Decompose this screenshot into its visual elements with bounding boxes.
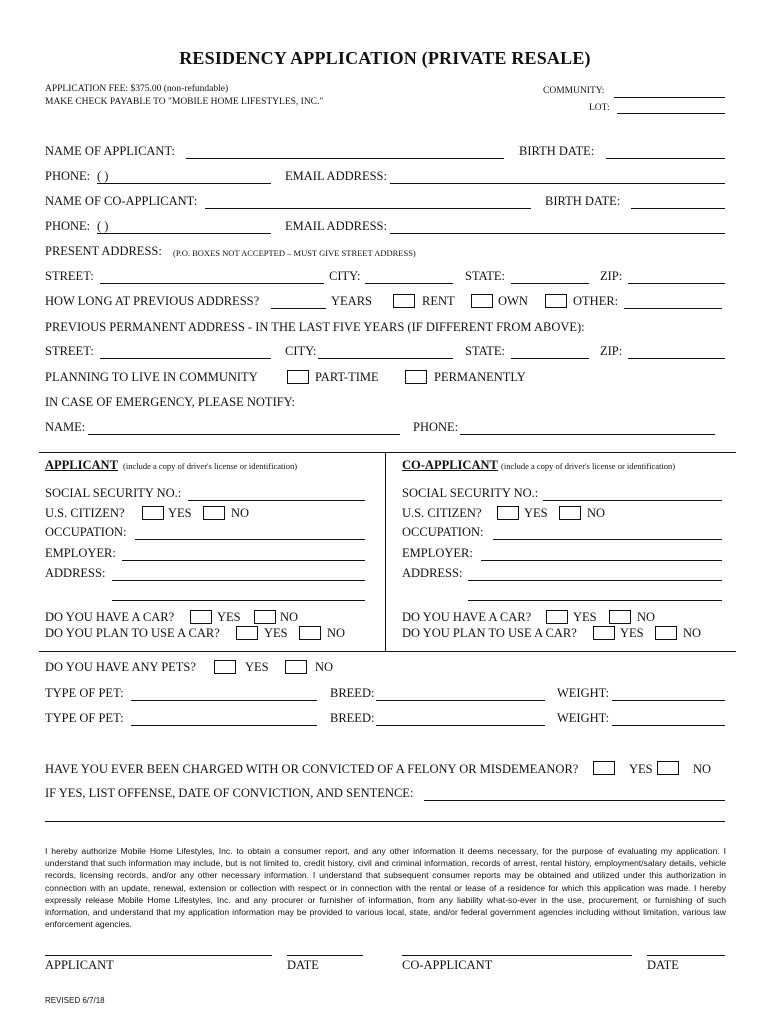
pet-type-field[interactable] bbox=[131, 700, 317, 701]
city-field[interactable] bbox=[365, 283, 453, 284]
revised-date: REVISED 6/7/18 bbox=[45, 996, 105, 1005]
co-applicant-birth-label: BIRTH DATE: bbox=[545, 194, 621, 208]
co-applicant-birth-field[interactable] bbox=[631, 208, 725, 209]
previous-address-label: PREVIOUS PERMANENT ADDRESS - IN THE LAST FIVE YEARS (IF DIFFERENT FROM ABOVE): bbox=[45, 320, 585, 334]
pet-type-field-2[interactable] bbox=[131, 725, 317, 726]
pets-no-checkbox[interactable] bbox=[285, 660, 307, 674]
part-time-label: PART-TIME bbox=[315, 370, 379, 384]
co-applicant-citizen-label: U.S. CITIZEN? bbox=[402, 506, 482, 520]
co-applicant-plan-car-no-label: NO bbox=[683, 626, 702, 640]
pet-type-label: TYPE OF PET: bbox=[45, 686, 124, 700]
applicant-car-no-checkbox[interactable] bbox=[254, 610, 276, 624]
own-label: OWN bbox=[498, 294, 528, 308]
previous-street-field[interactable] bbox=[100, 358, 271, 359]
pet-type-label-2: TYPE OF PET: bbox=[45, 711, 124, 725]
previous-state-label: STATE: bbox=[465, 344, 505, 358]
applicant-address-label: ADDRESS: bbox=[45, 566, 106, 580]
column-divider bbox=[385, 452, 386, 652]
co-applicant-email-field[interactable] bbox=[390, 233, 725, 234]
applicant-citizen-yes-label: YES bbox=[168, 506, 192, 520]
present-address-label: PRESENT ADDRESS: bbox=[45, 244, 162, 258]
pets-yes-label: YES bbox=[245, 660, 269, 674]
co-applicant-car-yes-checkbox[interactable] bbox=[546, 610, 568, 624]
permanently-label: PERMANENTLY bbox=[434, 370, 526, 384]
applicant-employer-field[interactable] bbox=[122, 560, 365, 561]
pet-breed-label: BREED: bbox=[330, 686, 375, 700]
applicant-phone-field[interactable] bbox=[97, 183, 271, 184]
application-fee-text: APPLICATION FEE: $375.00 (non-refundable) bbox=[45, 84, 229, 94]
previous-zip-field[interactable] bbox=[628, 358, 725, 359]
rent-checkbox[interactable] bbox=[393, 294, 415, 308]
co-applicant-citizen-yes-label: YES bbox=[524, 506, 548, 520]
applicant-date-field[interactable] bbox=[287, 955, 363, 956]
felony-no-label: NO bbox=[693, 762, 712, 776]
applicant-birth-label: BIRTH DATE: bbox=[519, 144, 595, 158]
community-label: COMMUNITY: bbox=[543, 86, 605, 96]
applicant-citizen-no-label: NO bbox=[231, 506, 250, 520]
applicant-citizen-no-checkbox[interactable] bbox=[203, 506, 225, 520]
other-label: OTHER: bbox=[573, 294, 619, 308]
years-label: YEARS bbox=[331, 294, 372, 308]
felony-no-checkbox[interactable] bbox=[657, 761, 679, 775]
pet-weight-label: WEIGHT: bbox=[557, 686, 610, 700]
co-applicant-signature-field[interactable] bbox=[402, 955, 632, 956]
applicant-occupation-label: OCCUPATION: bbox=[45, 525, 127, 539]
part-time-checkbox[interactable] bbox=[287, 370, 309, 384]
co-applicant-name-field[interactable] bbox=[205, 208, 531, 209]
felony-yes-label: YES bbox=[629, 762, 653, 776]
co-applicant-signature-label: CO-APPLICANT bbox=[402, 958, 493, 972]
street-label: STREET: bbox=[45, 269, 94, 283]
co-applicant-ssn-field[interactable] bbox=[543, 500, 722, 501]
how-long-field[interactable] bbox=[271, 308, 326, 309]
co-applicant-occupation-label: OCCUPATION: bbox=[402, 525, 484, 539]
check-payable-text: MAKE CHECK PAYABLE TO "MOBILE HOME LIFESTYLES, INC." bbox=[45, 97, 324, 107]
co-applicant-address-field[interactable] bbox=[468, 580, 722, 581]
co-applicant-id-note: (include a copy of driver's license or identification) bbox=[501, 461, 676, 471]
authorization-paragraph: I hereby authorize Mobile Home Lifestyles, Inc. to obtain a consumer report, and any other information it deems necessary, for the purpose of evaluating my application. I understand that such information may include, but is not limited to, credit history, civil and criminal information, records of arrest, rental history, employment/salary details, vehicle records, licensing records, and/or any other necessary information. I understand that subsequent consumer reports may be obtained and utilized under this authorization in connection with an update, renewal, extension or collection with respect or in connection with the rental or lease of a residence for which this application was made. I hereby expressly release Mobile Home Lifestyles, Inc. and any procurer or furnisher of information, from any liability what-so-ever in the use, procurement, or furnishing of such information, and understand that my application information may be provided to various local, state, and/or federal government agencies including without limitation, various law enforcement agencies. bbox=[45, 846, 726, 930]
pet-weight-label-2: WEIGHT: bbox=[557, 711, 610, 725]
co-applicant-car-no-label: NO bbox=[637, 610, 656, 624]
co-applicant-address-label: ADDRESS: bbox=[402, 566, 463, 580]
applicant-car-no-label: NO bbox=[280, 610, 299, 624]
co-applicant-citizen-yes-checkbox[interactable] bbox=[497, 506, 519, 520]
lot-label: LOT: bbox=[589, 103, 610, 113]
co-applicant-plan-car-yes-checkbox[interactable] bbox=[593, 626, 615, 640]
co-applicant-occupation-field[interactable] bbox=[493, 539, 722, 540]
applicant-signature-field[interactable] bbox=[45, 955, 272, 956]
street-field[interactable] bbox=[100, 283, 324, 284]
applicant-citizen-yes-checkbox[interactable] bbox=[142, 506, 164, 520]
previous-zip-label: ZIP: bbox=[600, 344, 623, 358]
co-applicant-email-label: EMAIL ADDRESS: bbox=[285, 219, 387, 233]
applicant-heading: APPLICANT bbox=[45, 458, 118, 472]
applicant-occupation-field[interactable] bbox=[135, 539, 365, 540]
pets-question: DO YOU HAVE ANY PETS? bbox=[45, 660, 196, 674]
applicant-plan-car-no-label: NO bbox=[327, 626, 346, 640]
felony-question: HAVE YOU EVER BEEN CHARGED WITH OR CONVICTED OF A FELONY OR MISDEMEANOR? bbox=[45, 762, 579, 776]
co-applicant-heading: CO-APPLICANT bbox=[402, 458, 498, 472]
co-applicant-plan-car-no-checkbox[interactable] bbox=[655, 626, 677, 640]
how-long-label: HOW LONG AT PREVIOUS ADDRESS? bbox=[45, 294, 260, 308]
applicant-signature-label: APPLICANT bbox=[45, 958, 114, 972]
co-applicant-phone-label: PHONE: bbox=[45, 219, 91, 233]
co-applicant-citizen-no-label: NO bbox=[587, 506, 606, 520]
co-applicant-car-yes-label: YES bbox=[573, 610, 597, 624]
section-divider bbox=[39, 452, 736, 453]
applicant-phone-area: ( ) bbox=[97, 169, 109, 183]
co-applicant-phone-area: ( ) bbox=[97, 219, 109, 233]
co-applicant-citizen-no-checkbox[interactable] bbox=[559, 506, 581, 520]
emergency-phone-label: PHONE: bbox=[413, 420, 459, 434]
applicant-plan-car-no-checkbox[interactable] bbox=[299, 626, 321, 640]
city-label: CITY: bbox=[329, 269, 361, 283]
co-applicant-employer-field[interactable] bbox=[481, 560, 722, 561]
applicant-date-label: DATE bbox=[287, 958, 319, 972]
pets-no-label: NO bbox=[315, 660, 334, 674]
co-applicant-plan-car-yes-label: YES bbox=[620, 626, 644, 640]
co-applicant-name-label: NAME OF CO-APPLICANT: bbox=[45, 194, 198, 208]
applicant-car-yes-label: YES bbox=[217, 610, 241, 624]
rent-label: RENT bbox=[422, 294, 455, 308]
applicant-car-yes-checkbox[interactable] bbox=[190, 610, 212, 624]
community-field[interactable] bbox=[614, 97, 725, 98]
previous-city-label: CITY: bbox=[285, 344, 317, 358]
pet-breed-field[interactable] bbox=[376, 700, 545, 701]
pets-yes-checkbox[interactable] bbox=[214, 660, 236, 674]
pet-weight-field[interactable] bbox=[612, 700, 725, 701]
co-applicant-phone-field[interactable] bbox=[97, 233, 271, 234]
applicant-plan-car-label: DO YOU PLAN TO USE A CAR? bbox=[45, 626, 220, 640]
co-applicant-plan-car-label: DO YOU PLAN TO USE A CAR? bbox=[402, 626, 577, 640]
pet-weight-field-2[interactable] bbox=[612, 725, 725, 726]
co-applicant-address-field-2[interactable] bbox=[468, 600, 722, 601]
co-applicant-employer-label: EMPLOYER: bbox=[402, 546, 473, 560]
co-applicant-ssn-label: SOCIAL SECURITY NO.: bbox=[402, 486, 539, 500]
zip-label: ZIP: bbox=[600, 269, 623, 283]
applicant-name-field[interactable] bbox=[186, 158, 504, 159]
applicant-phone-label: PHONE: bbox=[45, 169, 91, 183]
previous-city-field[interactable] bbox=[318, 358, 453, 359]
co-applicant-date-field[interactable] bbox=[647, 955, 725, 956]
page-title: RESIDENCY APPLICATION (PRIVATE RESALE) bbox=[179, 48, 591, 68]
applicant-plan-car-yes-checkbox[interactable] bbox=[236, 626, 258, 640]
applicant-email-label: EMAIL ADDRESS: bbox=[285, 169, 387, 183]
felony-details-field[interactable] bbox=[424, 800, 725, 801]
zip-field[interactable] bbox=[628, 283, 725, 284]
planning-label: PLANNING TO LIVE IN COMMUNITY bbox=[45, 370, 258, 384]
applicant-ssn-field[interactable] bbox=[188, 500, 365, 501]
own-checkbox[interactable] bbox=[471, 294, 493, 308]
felony-list-label: IF YES, LIST OFFENSE, DATE OF CONVICTION, AND SENTENCE: bbox=[45, 786, 414, 800]
applicant-email-field[interactable] bbox=[390, 183, 725, 184]
emergency-name-label: NAME: bbox=[45, 420, 86, 434]
applicant-car-label: DO YOU HAVE A CAR? bbox=[45, 610, 175, 624]
applicant-employer-label: EMPLOYER: bbox=[45, 546, 116, 560]
applicant-plan-car-yes-label: YES bbox=[264, 626, 288, 640]
state-label: STATE: bbox=[465, 269, 505, 283]
co-applicant-car-no-checkbox[interactable] bbox=[609, 610, 631, 624]
pet-breed-label-2: BREED: bbox=[330, 711, 375, 725]
applicant-birth-field[interactable] bbox=[606, 158, 725, 159]
present-address-note: (P.O. BOXES NOT ACCEPTED – MUST GIVE STREET ADDRESS) bbox=[173, 248, 416, 258]
emergency-phone-field[interactable] bbox=[460, 434, 715, 435]
other-checkbox[interactable] bbox=[545, 294, 567, 308]
section-divider bbox=[39, 651, 736, 652]
co-applicant-car-label: DO YOU HAVE A CAR? bbox=[402, 610, 532, 624]
co-applicant-date-label: DATE bbox=[647, 958, 679, 972]
felony-yes-checkbox[interactable] bbox=[593, 761, 615, 775]
applicant-id-note: (include a copy of driver's license or identification) bbox=[123, 461, 298, 471]
lot-field[interactable] bbox=[617, 113, 725, 114]
applicant-address-field[interactable] bbox=[112, 580, 365, 581]
previous-state-field[interactable] bbox=[511, 358, 589, 359]
permanently-checkbox[interactable] bbox=[405, 370, 427, 384]
applicant-address-field-2[interactable] bbox=[112, 600, 365, 601]
pet-breed-field-2[interactable] bbox=[376, 725, 545, 726]
emergency-label: IN CASE OF EMERGENCY, PLEASE NOTIFY: bbox=[45, 395, 296, 409]
applicant-ssn-label: SOCIAL SECURITY NO.: bbox=[45, 486, 182, 500]
previous-street-label: STREET: bbox=[45, 344, 94, 358]
felony-details-field-2[interactable] bbox=[45, 821, 725, 822]
other-field[interactable] bbox=[624, 308, 722, 309]
state-field[interactable] bbox=[511, 283, 589, 284]
applicant-name-label: NAME OF APPLICANT: bbox=[45, 144, 175, 158]
applicant-citizen-label: U.S. CITIZEN? bbox=[45, 506, 125, 520]
emergency-name-field[interactable] bbox=[88, 434, 400, 435]
